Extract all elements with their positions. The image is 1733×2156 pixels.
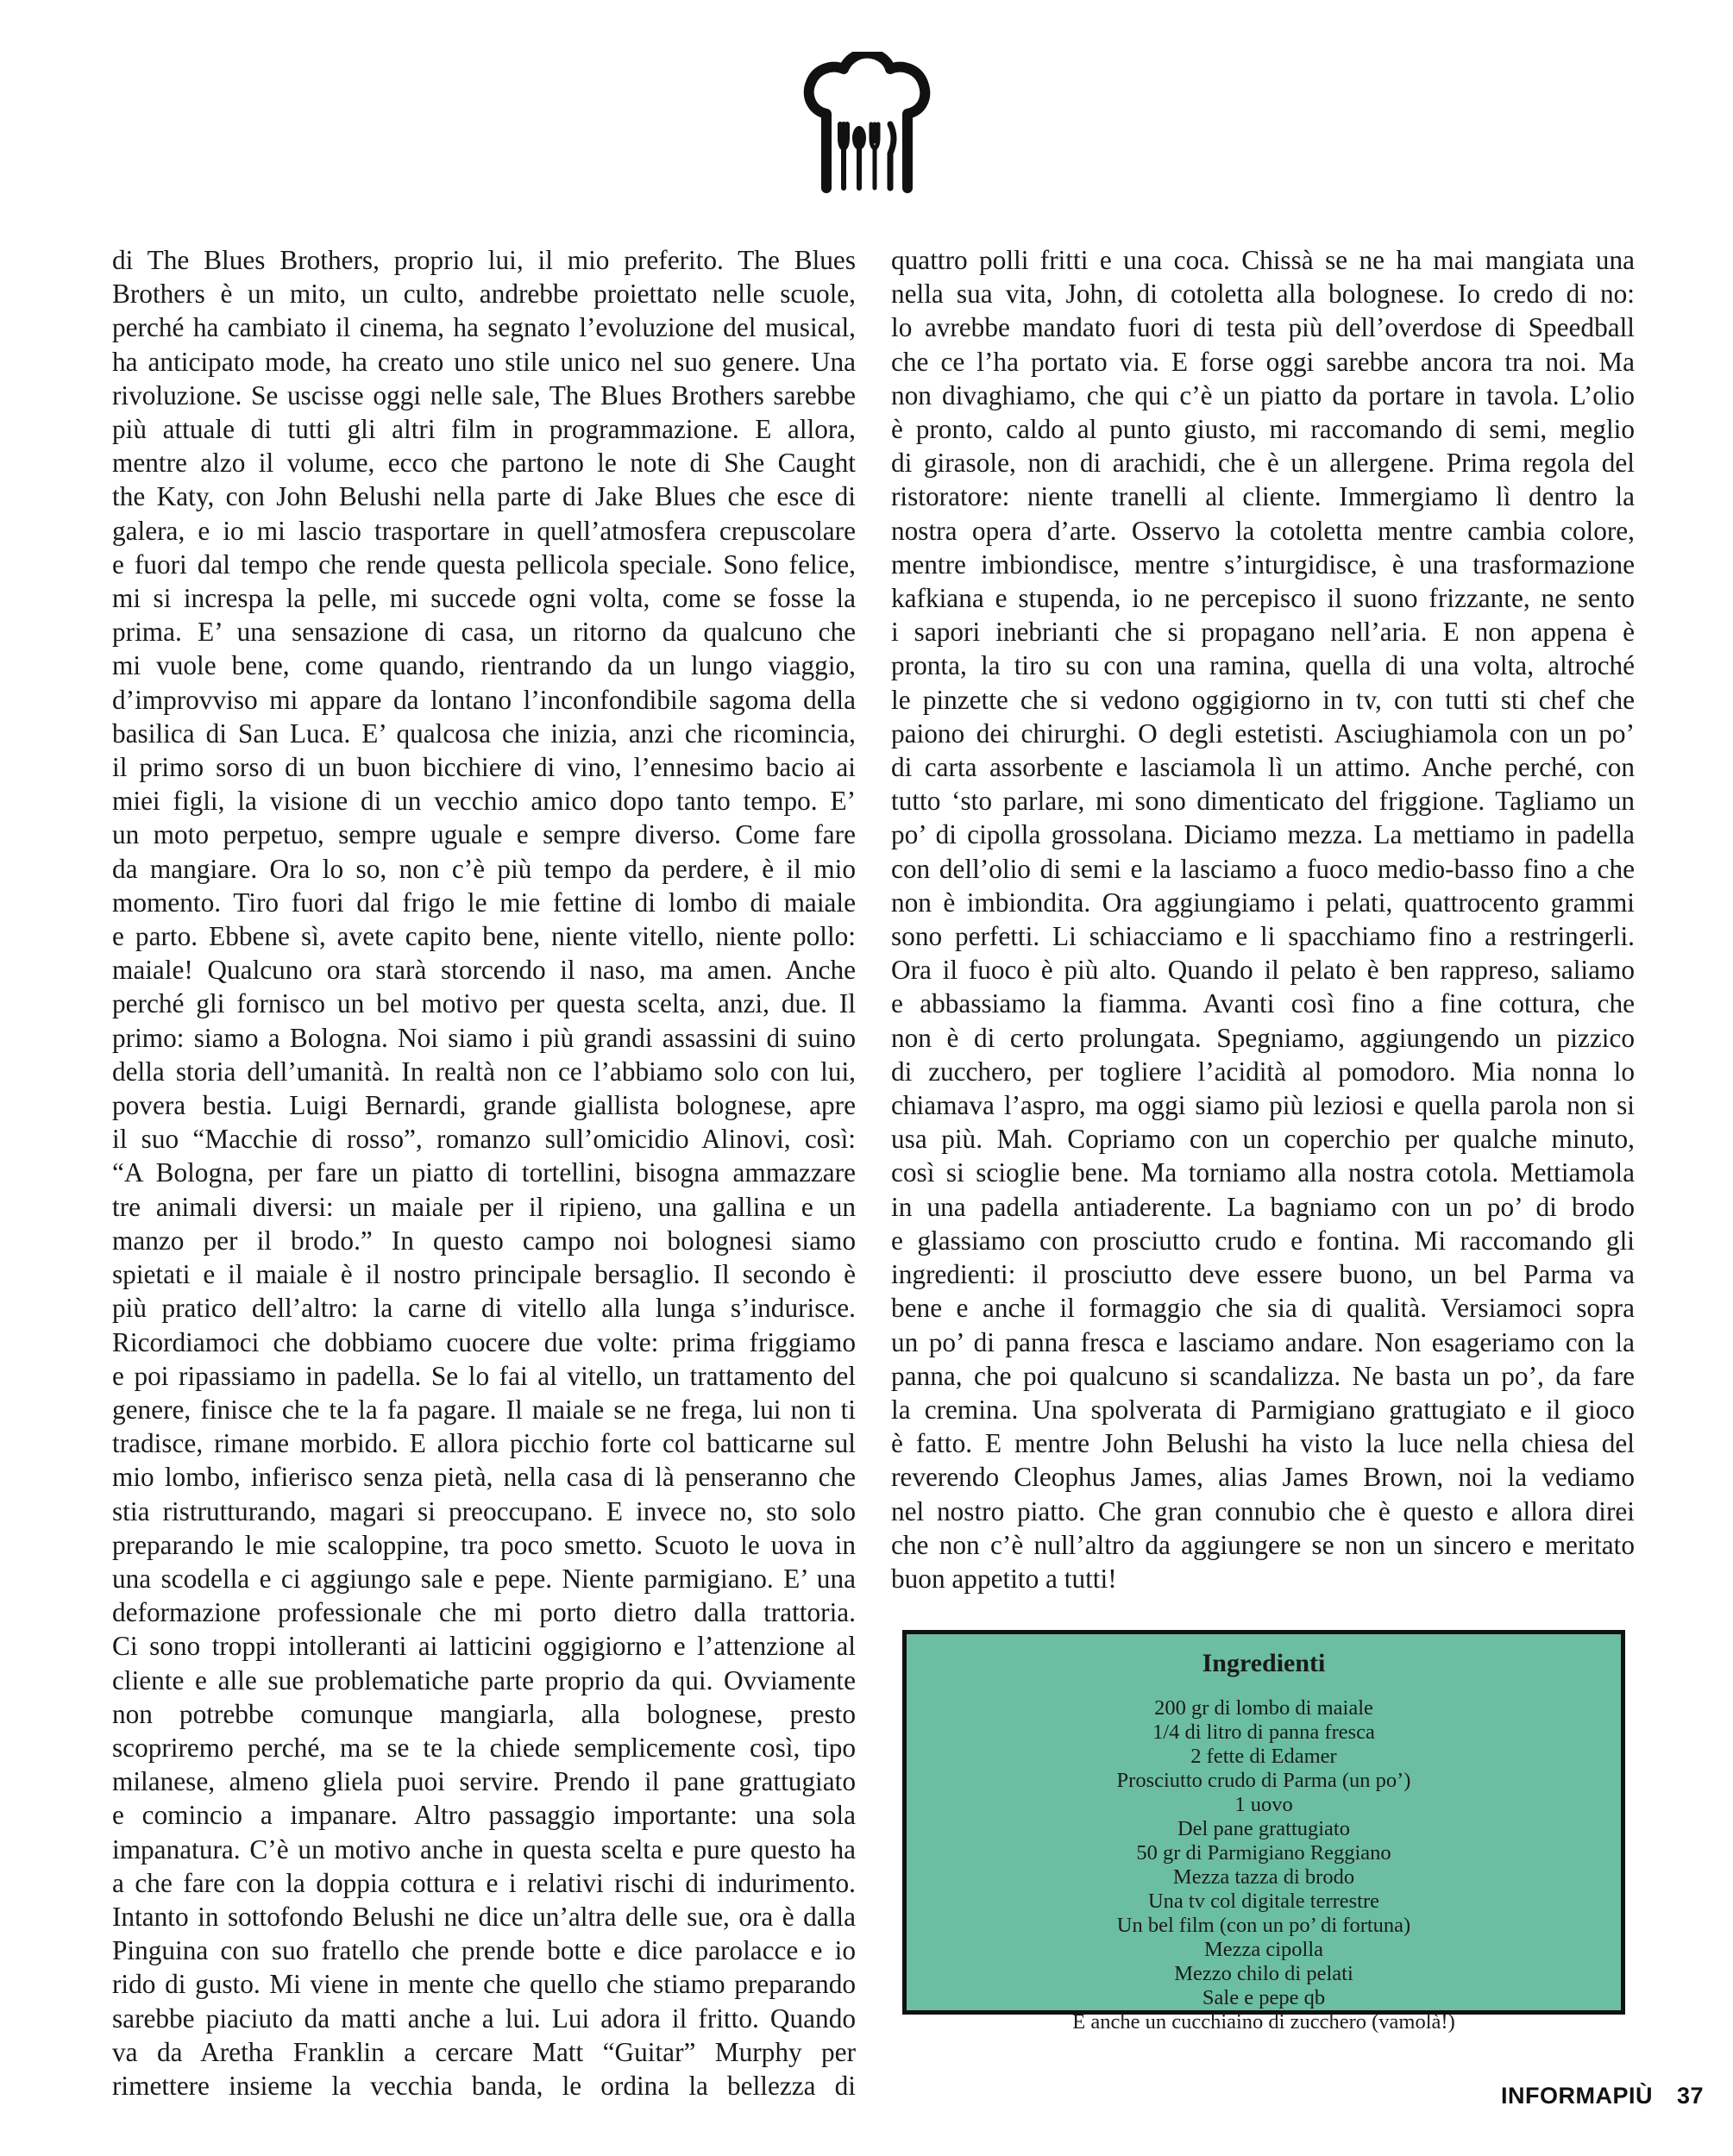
text-line: miei figli, la visione di un vecchio amico dopo tanto tempo. E’ xyxy=(112,786,856,817)
ingredient-item: 200 gr di lombo di maiale xyxy=(1154,1696,1373,1720)
text-line: Ora il fuoco è più alto. Quando il pelato è ben rappreso, saliamo xyxy=(891,955,1635,986)
text-line: è pronto, caldo al punto giusto, mi raccomando di semi, meglio xyxy=(891,414,1635,445)
ingredient-item: 1/4 di litro di panna fresca xyxy=(1152,1720,1375,1744)
chef-hat-cutlery-icon xyxy=(802,52,932,194)
text-line: i sapori inebrianti che si propagano nell’aria. E non appena è xyxy=(891,617,1635,648)
text-line: kafkiana e stupenda, io ne percepisco il suono frizzante, ne sento xyxy=(891,583,1635,614)
text-line: in una padella antiaderente. La bagniamo con un po’ di brodo xyxy=(891,1191,1635,1222)
text-line: un moto perpetuo, sempre uguale e sempre diverso. Come fare xyxy=(112,819,856,850)
ingredients-list xyxy=(907,1696,1621,2034)
ingredient-item: Prosciutto crudo di Parma (un po’) xyxy=(1116,1769,1411,1792)
text-line: rido di gusto. Mi viene in mente che quello che stiamo preparando xyxy=(112,1969,856,2000)
text-line: ha anticipato mode, ha creato uno stile unico nel suo genere. Una xyxy=(112,346,856,377)
text-line: una scodella e ci aggiungo sale e pepe. Niente parmigiano. E’ una xyxy=(112,1563,856,1594)
text-line: prima. E’ una sensazione di casa, un ritorno da qualcuno che xyxy=(112,617,856,648)
text-line: primo: siamo a Bologna. Noi siamo i più grandi assassini di suino xyxy=(112,1022,856,1053)
text-line: sono perfetti. Li schiacciamo e li spacchiamo fino a restringerli. xyxy=(891,921,1635,952)
text-line: il suo “Macchie di rosso”, romanzo sull’omicidio Alinovi, così: xyxy=(112,1124,856,1155)
text-line: che non c’è null’altro da aggiungere se non un sincero e meritato xyxy=(891,1529,1635,1560)
text-line: le pinzette che si vedono oggigiorno in tv, con tutti sti chef che xyxy=(891,684,1635,715)
text-line: bene e anche il formaggio che sia di qualità. Versiamoci sopra xyxy=(891,1293,1635,1324)
text-line: il primo sorso di un buon bicchiere di vino, l’ennesimo bacio ai xyxy=(112,752,856,783)
text-line: e parto. Ebbene sì, avete capito bene, niente vitello, niente pollo: xyxy=(112,921,856,952)
ingredient-item: Una tv col digitale terrestre xyxy=(1147,1890,1380,1913)
text-line: e fuori dal tempo che rende questa pellicola speciale. Sono felice, xyxy=(112,548,856,580)
text-line: e poi ripassiamo in padella. Se lo fai al vitello, un trattamento del xyxy=(112,1360,856,1391)
text-line: e comincio a impanare. Altro passaggio importante: una sola xyxy=(112,1800,856,1831)
text-line: Pinguina con suo fratello che prende botte e dice parolacce e io xyxy=(112,1935,856,1966)
text-line: sarebbe piaciuto da matti anche a lui. Lui adora il fritto. Quando xyxy=(112,2002,856,2034)
text-line: po’ di cipolla grossolana. Diciamo mezza. La mettiamo in padella xyxy=(891,819,1635,850)
ingredient-item: Un bel film (con un po’ di fortuna) xyxy=(1116,1914,1411,1937)
ingredient-item: Del pane grattugiato xyxy=(1177,1817,1350,1840)
text-line: più pratico dell’altro: la carne di vitello alla lunga s’indurisce. xyxy=(112,1293,856,1324)
text-line: mio lombo, infierisco senza pietà, nella casa di là penseranno che xyxy=(112,1462,856,1493)
text-line: pronta, la tiro su con una ramina, quella di una volta, altroché xyxy=(891,650,1635,681)
text-line: chiamava l’aspro, ma oggi siamo più leziosi e quella parola non si xyxy=(891,1090,1635,1121)
text-line: paiono dei chirurghi. O degli estetisti. Asciughiamola con un po’ xyxy=(891,718,1635,749)
text-line: nostra opera d’arte. Osservo la cotoletta mentre cambia colore, xyxy=(891,515,1635,546)
text-line: ingredienti: il prosciutto deve essere buono, un bel Parma va xyxy=(891,1259,1635,1290)
text-line: tutto ‘sto parlare, mi sono dimenticato del friggione. Tagliamo un xyxy=(891,786,1635,817)
text-line: maiale! Qualcuno ora starà storcendo il naso, ma amen. Anche xyxy=(112,955,856,986)
ingredient-item: Sale e pepe qb xyxy=(1202,1986,1326,2009)
ingredient-item: Mezza cipolla xyxy=(1203,1938,1324,1961)
ingredients-box xyxy=(902,1630,1625,2034)
text-line: e abbassiamo la fiamma. Avanti così fino a fine cottura, che xyxy=(891,988,1635,1019)
text-line: mentre imbiondisce, mentre s’inturgidisce, è una trasformazione xyxy=(891,548,1635,580)
text-line: non divaghiamo, che qui c’è un piatto da portare in tavola. L’olio xyxy=(891,379,1635,411)
ingredients-title: Ingredienti xyxy=(1202,1649,1326,1677)
text-line: di zucchero, per togliere l’acidità al pomodoro. Mia nonna lo xyxy=(891,1056,1635,1087)
text-line: mi si increspa la pelle, mi succede ogni volta, come se fosse la xyxy=(112,583,856,614)
page-number: 37 xyxy=(1677,2083,1705,2109)
text-line: la cremina. Una spolverata di Parmigiano grattugiato e il gioco xyxy=(891,1394,1635,1425)
text-line: più attuale di tutti gli altri film in programmazione. E allora, xyxy=(112,414,856,445)
text-line: genere, finisce che te la fa pagare. Il maiale se ne frega, lui non ti xyxy=(112,1394,856,1425)
ingredient-item: 2 fette di Edamer xyxy=(1190,1745,1337,1768)
text-line: va da Aretha Franklin a cercare Matt “Guitar” Murphy per xyxy=(112,2036,856,2067)
text-line: tre animali diversi: un maiale per il ripieno, una gallina e un xyxy=(112,1191,856,1222)
text-line: un po’ di panna fresca e lasciamo andare. Non esageriamo con la xyxy=(891,1326,1635,1357)
text-line: con dell’olio di semi e la lasciamo a fuoco medio-basso fino a che xyxy=(891,853,1635,884)
ingredient-item: Mezzo chilo di pelati xyxy=(1174,1962,1353,1985)
text-line: basilica di San Luca. E’ qualcosa che inizia, anzi che ricomincia, xyxy=(112,718,856,749)
text-line: scopriremo perché, ma se te la chiede semplicemente così, tipo xyxy=(112,1732,856,1763)
text-line: manzo per il brodo.” In questo campo noi bolognesi siamo xyxy=(112,1225,856,1256)
text-line: è fatto. E mentre John Belushi ha visto la luce nella chiesa del xyxy=(891,1428,1635,1459)
page-footer xyxy=(1501,2083,1704,2109)
text-line: di girasole, non di arachidi, che è un allergene. Prima regola del xyxy=(891,448,1635,479)
text-line: non potrebbe comunque mangiarla, alla bolognese, presto xyxy=(112,1698,856,1729)
text-line: the Katy, con John Belushi nella parte di Jake Blues che esce di xyxy=(112,481,856,512)
text-line: cliente e alle sue problematiche parte proprio da qui. Ovviamente xyxy=(112,1664,856,1695)
text-line: deformazione professionale che mi porto dietro dalla trattoria. xyxy=(112,1597,856,1628)
text-line: Brothers è un mito, un culto, andrebbe proiettato nelle scuole, xyxy=(112,279,856,310)
text-line: galera, e io mi lascio trasportare in quell’atmosfera crepuscolare xyxy=(112,515,856,546)
text-line: così si scioglie bene. Ma torniamo alla nostra cotola. Mettiamola xyxy=(891,1157,1635,1188)
text-line: a che fare con la doppia cottura e i relativi rischi di indurimento. xyxy=(112,1867,856,1898)
text-line: d’improvviso mi appare da lontano l’inconfondibile sagoma della xyxy=(112,684,856,715)
text-line: stia ristrutturando, magari si preoccupano. E invece no, sto solo xyxy=(112,1495,856,1526)
text-line: Ricordiamoci che dobbiamo cuocere due volte: prima friggiamo xyxy=(112,1326,856,1357)
ingredient-item: Mezza tazza di brodo xyxy=(1172,1865,1355,1889)
text-line: mentre alzo il volume, ecco che partono le note di She Caught xyxy=(112,448,856,479)
text-line: Intanto in sottofondo Belushi ne dice un’altra delle sue, ora è dalla xyxy=(112,1901,856,1932)
text-line: milanese, almeno gliela puoi servire. Prendo il pane grattugiato xyxy=(112,1766,856,1797)
text-line: che ce l’ha portato via. E forse oggi sarebbe ancora tra noi. Ma xyxy=(891,346,1635,377)
text-line: Ci sono troppi intolleranti ai latticini oggigiorno e l’attenzione al xyxy=(112,1631,856,1662)
text-line: usa più. Mah. Copriamo con un coperchio per qualche minuto, xyxy=(891,1124,1635,1155)
text-line: rimettere insieme la vecchia banda, le ordina la bellezza di xyxy=(112,2070,856,2101)
ingredient-item: 1 uovo xyxy=(1234,1793,1293,1816)
text-line: panna, che poi qualcuno si scandalizza. Ne basta un po’, da fare xyxy=(891,1360,1635,1391)
text-line: momento. Tiro fuori dal frigo le mie fettine di lombo di maiale xyxy=(112,887,856,918)
text-line: impanatura. C’è un motivo anche in questa scelta e pure questo ha xyxy=(112,1833,856,1865)
text-line: povera bestia. Luigi Bernardi, grande giallista bolognese, apre xyxy=(112,1090,856,1121)
text-line: ristoratore: niente tranelli al cliente. Immergiamo lì dentro la xyxy=(891,481,1635,512)
text-line: preparando le mie scaloppine, tra poco smetto. Scuoto le uova in xyxy=(112,1529,856,1560)
ingredient-item: 50 gr di Parmigiano Reggiano xyxy=(1136,1841,1391,1865)
text-line: da mangiare. Ora lo so, non c’è più tempo da perdere, è il mio xyxy=(112,853,856,884)
text-line: reverendo Cleophus James, alias James Brown, noi la vediamo xyxy=(891,1462,1635,1493)
text-line: rivoluzione. Se uscisse oggi nelle sale, The Blues Brothers sarebbe xyxy=(112,379,856,411)
text-line: mi vuole bene, come quando, rientrando da un lungo viaggio, xyxy=(112,650,856,681)
article-left-column xyxy=(112,243,856,2103)
text-line: perché gli fornisco un bel motivo per questa scelta, anzi, due. Il xyxy=(112,988,856,1019)
text-line: “A Bologna, per fare un piatto di tortellini, bisogna ammazzare xyxy=(112,1157,856,1188)
text-line: nella sua vita, John, di cotoletta alla bolognese. Io credo di no: xyxy=(891,279,1635,310)
text-line: di carta assorbente e lasciamola lì un attimo. Anche perché, con xyxy=(891,752,1635,783)
ingredient-item: E anche un cucchiaino di zucchero (vamolà!) xyxy=(1072,2010,1455,2034)
text-line: buon appetito a tutti! xyxy=(891,1563,1117,1594)
text-line: quattro polli fritti e una coca. Chissà se ne ha mai mangiata una xyxy=(891,245,1635,275)
article-right-column xyxy=(891,243,1635,1595)
text-line: della storia dell’umanità. In realtà non ce l’abbiamo solo con lui, xyxy=(112,1056,856,1087)
text-line: non è di certo prolungata. Spegniamo, aggiungendo un pizzico xyxy=(891,1022,1635,1053)
text-line: lo avrebbe mandato fuori di testa più dell’overdose di Speedball xyxy=(891,312,1635,343)
text-line: tradisce, rimane morbido. E allora picchio forte col batticarne sul xyxy=(112,1428,856,1459)
text-line: spietati e il maiale è il nostro principale bersaglio. Il secondo è xyxy=(112,1259,856,1290)
text-line: nel nostro piatto. Che gran connubio che è questo e allora direi xyxy=(891,1495,1635,1526)
text-line: e glassiamo con prosciutto crudo e fontina. Mi raccomando gli xyxy=(891,1225,1635,1256)
text-line: di The Blues Brothers, proprio lui, il mio preferito. The Blues xyxy=(112,245,856,275)
magazine-name: INFORMAPIÙ xyxy=(1501,2083,1653,2109)
text-line: perché ha cambiato il cinema, ha segnato l’evoluzione del musical, xyxy=(112,312,856,343)
text-line: non è imbiondita. Ora aggiungiamo i pelati, quattrocento grammi xyxy=(891,887,1635,918)
